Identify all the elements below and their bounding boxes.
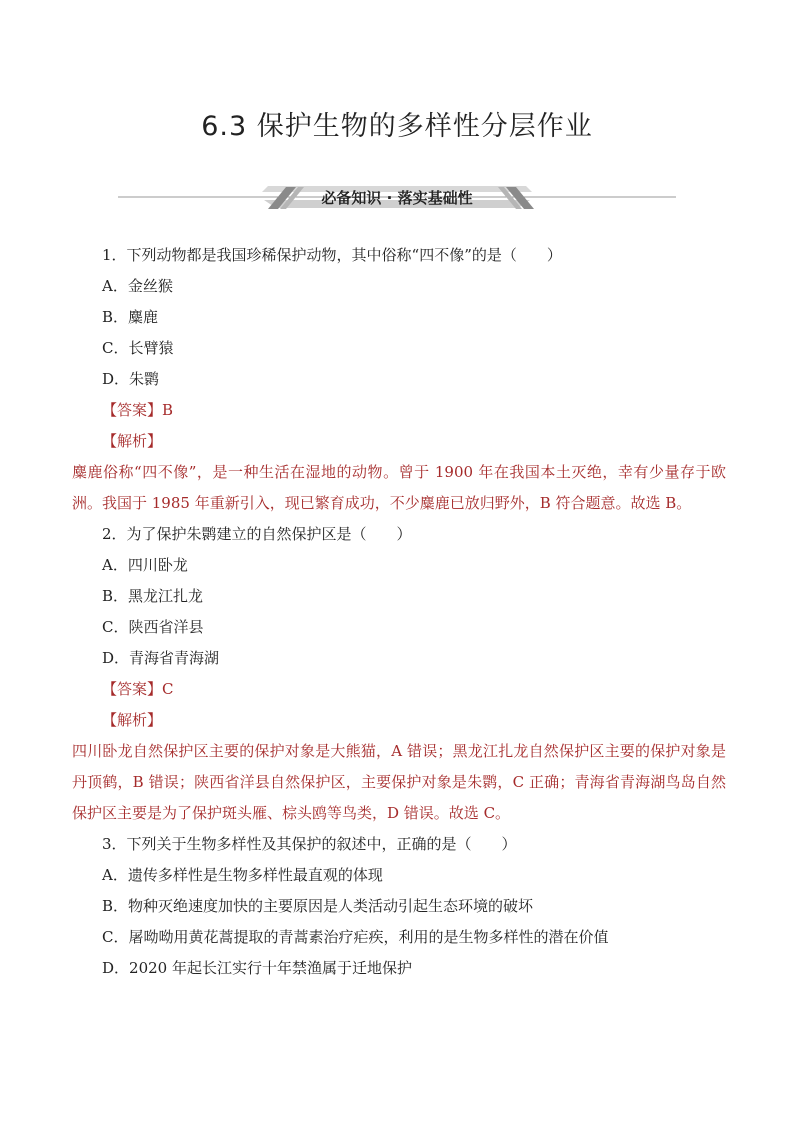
page-title: 6.3 保护生物的多样性分层作业: [201, 111, 593, 142]
question-stem: 1．下列动物都是我国珍稀保护动物，其中俗称“四不像”的是（ ）: [102, 246, 562, 264]
question-list: [72, 240, 726, 984]
option-a: A．遗传多样性是生物多样性最直观的体现: [102, 866, 383, 884]
option-b: B．物种灭绝速度加快的主要原因是人类活动引起生态环境的破坏: [102, 897, 534, 915]
option-a: A．金丝猴: [102, 277, 173, 295]
analysis-label: 【解析】: [102, 711, 163, 729]
option-b: B．黑龙江扎龙: [102, 587, 204, 605]
option-d: D．青海省青海湖: [102, 649, 220, 667]
option-c: C．长臂猿: [102, 339, 174, 357]
answer-label: 【答案】B: [102, 401, 174, 419]
question-stem: 2．为了保护朱鹮建立的自然保护区是（ ）: [102, 525, 412, 543]
question-stem: 3．下列关于生物多样性及其保护的叙述中，正确的是（ ）: [102, 835, 517, 853]
analysis-text: 四川卧龙自然保护区主要的保护对象是大熊猫，A 错误；黑龙江扎龙自然保护区主要的保护对象是丹顶鹤，B 错误；陕西省洋县自然保护区，主要保护对象是朱鹮，C 正确；青海省青海湖鸟岛自然保护区主要是为了保护斑头雁、棕头鸥等鸟类，D 错误。故选 C。: [72, 742, 726, 822]
analysis-label: 【解析】: [102, 432, 163, 450]
option-c: C．屠呦呦用黄花蒿提取的青蒿素治疗疟疾，利用的是生物多样性的潜在价值: [102, 928, 609, 946]
option-d: D．2020 年起长江实行十年禁渔属于迁地保护: [102, 959, 412, 977]
answer-label: 【答案】C: [102, 680, 174, 698]
section-label: 必备知识 · 落实基础性: [321, 189, 473, 207]
section-banner: [118, 182, 676, 214]
analysis-text: 麋鹿俗称“四不像”，是一种生活在湿地的动物。曾于 1900 年在我国本土灭绝，幸有少量存于欧洲。我国于 1985 年重新引入，现已繁育成功，不少麋鹿已放归野外，B 符合题意。故选 B。: [72, 463, 726, 512]
option-b: B．麋鹿: [102, 308, 159, 326]
option-d: D．朱鹮: [102, 370, 160, 388]
option-c: C．陕西省洋县: [102, 618, 204, 636]
option-a: A．四川卧龙: [102, 556, 188, 574]
